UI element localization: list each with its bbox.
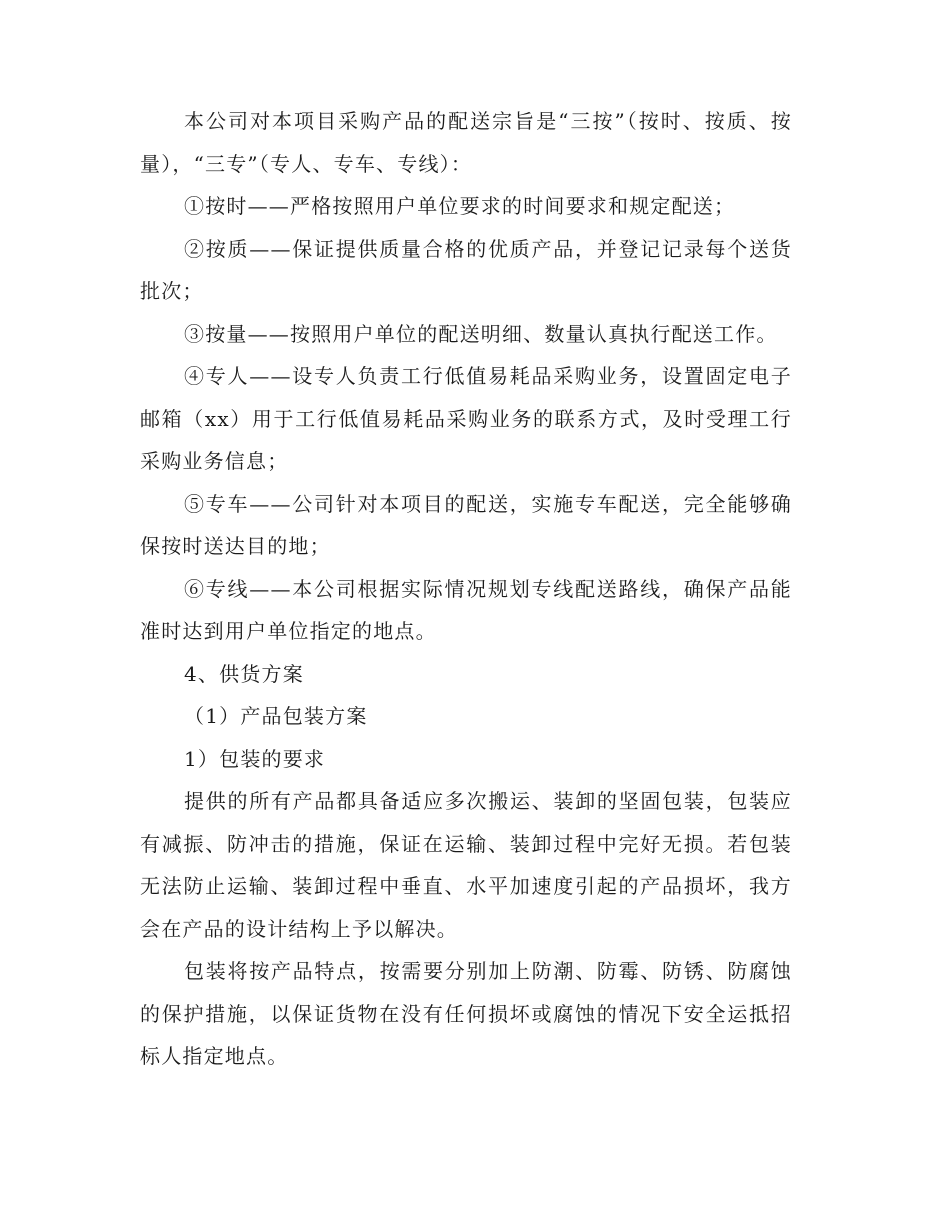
paragraph-packaging-sturdiness: 提供的所有产品都具备适应多次搬运、装卸的坚固包装，包装应有减振、防冲击的措施，保证在运输、装卸过程中完好无损。若包装无法防止运输、装卸过程中垂直、水平加速度引起的产品损坏，我方会在产品的设计结构上予以解决。 <box>140 789 792 941</box>
heading-supply-plan: 4、供货方案 <box>184 661 304 686</box>
paragraph-on-quality: ②按质——保证提供质量合格的优质产品，并登记记录每个送货批次； <box>140 236 792 303</box>
paragraph-delivery-principle: 本公司对本项目采购产品的配送宗旨是“三按”（按时、按质、按量），“三专”（专人、专车、专线）： <box>140 109 792 176</box>
paragraph-dedicated-person: ④专人——设专人负责工行低值易耗品采购业务，设置固定电子邮箱（xx）用于工行低值易耗品采购业务的联系方式，及时受理工行采购业务信息； <box>140 364 792 473</box>
paragraph-packaging-protection: 包装将按产品特点，按需要分别加上防潮、防霉、防锈、防腐蚀的保护措施，以保证货物在没有任何损坏或腐蚀的情况下安全运抵招标人指定地点。 <box>140 959 792 1068</box>
heading-packaging-plan: （1）产品包装方案 <box>184 704 368 728</box>
paragraph-dedicated-route: ⑥专线——本公司根据实际情况规划专线配送路线，确保产品能准时达到用户单位指定的地点。 <box>140 576 792 643</box>
paragraph-on-quantity: ③按量——按照用户单位的配送明细、数量认真执行配送工作。 <box>184 321 778 346</box>
document-body <box>140 100 792 1078</box>
paragraph-dedicated-vehicle: ⑤专车——公司针对本项目的配送，实施专车配送，完全能够确保按时送达目的地； <box>140 491 792 558</box>
heading-packaging-requirements: 1）包装的要求 <box>184 746 326 771</box>
paragraph-on-time: ①按时——严格按照用户单位要求的时间要求和规定配送； <box>184 194 736 218</box>
